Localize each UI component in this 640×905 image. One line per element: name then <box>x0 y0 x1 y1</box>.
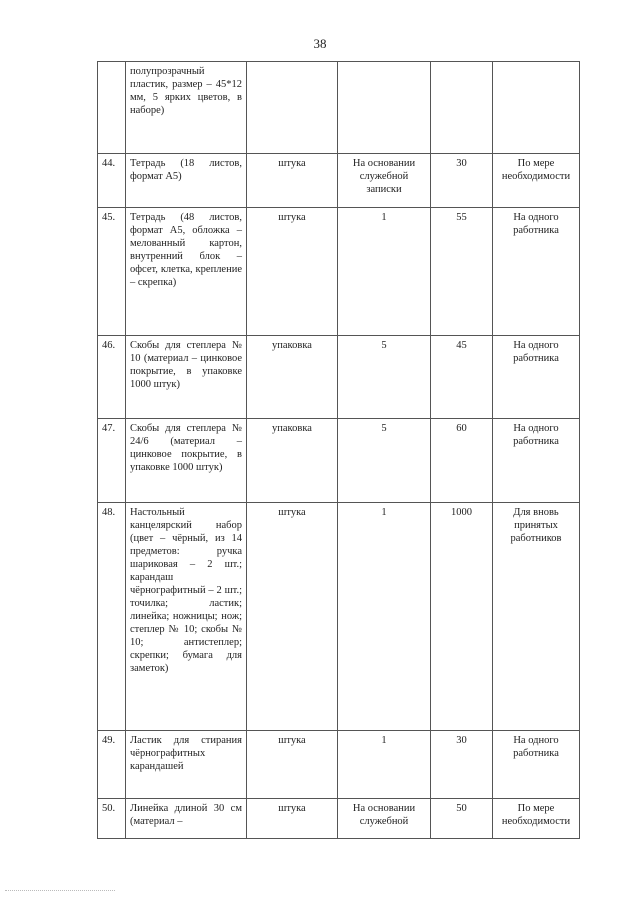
unit: упаковка <box>247 336 338 419</box>
basis <box>338 62 431 154</box>
row-number <box>98 62 126 154</box>
unit: штука <box>247 208 338 336</box>
basis: 1 <box>338 731 431 799</box>
item-name: Линейка длиной 30 см (материал – <box>126 799 247 839</box>
item-name: Тетрадь (48 листов, формат А5, обложка – мелованный картон, внутренний блок – офсет, клетка, крепление – скрепка) <box>126 208 247 336</box>
basis: На основании служебной <box>338 799 431 839</box>
unit: штука <box>247 154 338 208</box>
basis: На основании служебной записки <box>338 154 431 208</box>
note: На одного работника <box>493 208 580 336</box>
item-name: Скобы для степлера № 10 (материал – цинковое покрытие, в упаковке 1000 штук) <box>126 336 247 419</box>
basis: 5 <box>338 336 431 419</box>
table-row <box>98 731 580 799</box>
table-row <box>98 419 580 503</box>
item-name: Тетрадь (18 листов, формат А5) <box>126 154 247 208</box>
row-number: 45. <box>98 208 126 336</box>
supplies-table <box>97 61 580 839</box>
row-number: 50. <box>98 799 126 839</box>
unit <box>247 62 338 154</box>
note: По мере необходимости <box>493 154 580 208</box>
item-name: Настольный канцелярский набор (цвет – чёрный, из 14 предметов: ручка шариковая – 2 шт.; карандаш чёрнографитный – 2 шт.; точилка; ластик; линейка; ножницы; нож; степлер № 10; скобы № 10; антистеплер; скрепки; бумага для заметок) <box>126 503 247 731</box>
quantity: 30 <box>431 731 493 799</box>
row-number: 49. <box>98 731 126 799</box>
quantity: 60 <box>431 419 493 503</box>
item-name: Ластик для стирания чёрнографитных карандашей <box>126 731 247 799</box>
quantity: 55 <box>431 208 493 336</box>
quantity: 45 <box>431 336 493 419</box>
basis: 1 <box>338 208 431 336</box>
item-name: полупрозрачный пластик, размер – 45*12 мм, 5 ярких цветов, в наборе) <box>126 62 247 154</box>
note: Для вновь принятых работников <box>493 503 580 731</box>
item-name: Скобы для степлера № 24/6 (материал – цинковое покрытие, в упаковке 1000 штук) <box>126 419 247 503</box>
row-number: 44. <box>98 154 126 208</box>
table-row <box>98 336 580 419</box>
unit: упаковка <box>247 419 338 503</box>
table-row <box>98 799 580 839</box>
quantity: 50 <box>431 799 493 839</box>
row-number: 48. <box>98 503 126 731</box>
row-number: 46. <box>98 336 126 419</box>
note: На одного работника <box>493 336 580 419</box>
table-row <box>98 62 580 154</box>
unit: штука <box>247 799 338 839</box>
table-row <box>98 208 580 336</box>
quantity: 1000 <box>431 503 493 731</box>
row-number: 47. <box>98 419 126 503</box>
note <box>493 62 580 154</box>
unit: штука <box>247 731 338 799</box>
unit: штука <box>247 503 338 731</box>
table-row <box>98 154 580 208</box>
quantity <box>431 62 493 154</box>
note: По мере необходимости <box>493 799 580 839</box>
quantity: 30 <box>431 154 493 208</box>
basis: 5 <box>338 419 431 503</box>
table-row <box>98 503 580 731</box>
page-footer-line <box>5 890 115 891</box>
page-number: 38 <box>313 36 327 51</box>
note: На одного работника <box>493 419 580 503</box>
basis: 1 <box>338 503 431 731</box>
note: На одного работника <box>493 731 580 799</box>
